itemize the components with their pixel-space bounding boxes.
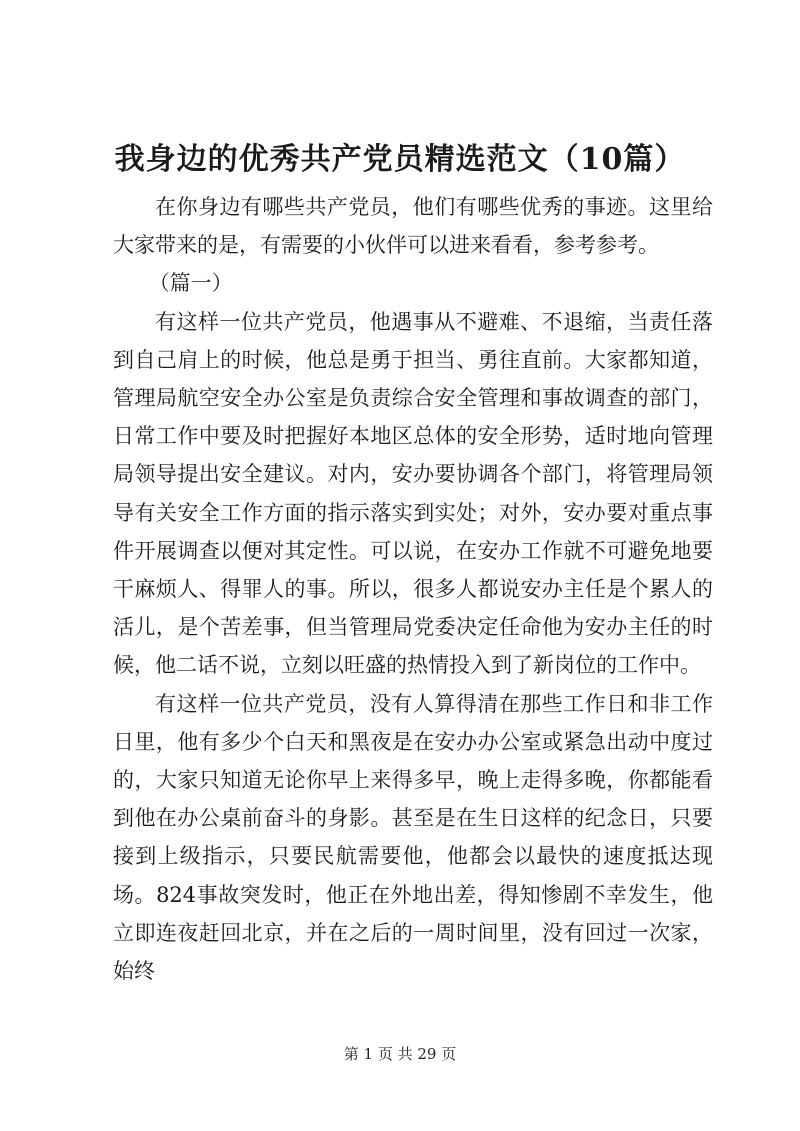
document-title: 我身边的优秀共产党员精选范文（10篇）: [114, 142, 686, 177]
document-body: [113, 188, 713, 990]
body-paragraph: 有这样一位共产党员，他遇事从不避难、不退缩，当责任落到自己肩上的时候，他总是勇于担当、勇往直前。大家都知道，管理局航空安全办公室是负责综合安全管理和事故调查的部门，日常工作中要及时把握好本地区总体的安全形势，适时地向管理局领导提出安全建议。对内，安办要协调各个部门，将管理局领导有关安全工作方面的指示落实到实处；对外，安办要对重点事件开展调查以便对其定性。可以说，在安办工作就不可避免地要干麻烦人、得罪人的事。所以，很多人都说安办主任是个累人的活儿，是个苦差事，但当管理局党委决定任命他为安办主任的时候，他二话不说，立刻以旺盛的热情投入到了新岗位的工作中。: [113, 309, 713, 678]
intro-paragraph: 在你身边有哪些共产党员，他们有哪些优秀的事迹。这里给大家带来的是，有需要的小伙伴可以进来看看，参考参考。: [113, 195, 713, 258]
body-paragraph: 有这样一位共产党员，没有人算得清在那些工作日和非工作日里，他有多少个白天和黑夜是在安办办公室或紧急出动中度过的，大家只知道无论你早上来得多早，晚上走得多晚，你都能看到他在办公桌前奋斗的身影。甚至是在生日这样的纪念日，只要接到上级指示，只要民航需要他，他都会以最快的速度抵达现场。824事故突发时，他正在外地出差，得知惨剧不幸发生，他立即连夜赶回北京，并在之后的一周时间里，没有回过一次家，始终: [113, 691, 713, 984]
page-number-footer: 第 1 页 共 29 页: [343, 1045, 457, 1063]
section-heading: （篇一）: [148, 271, 233, 296]
